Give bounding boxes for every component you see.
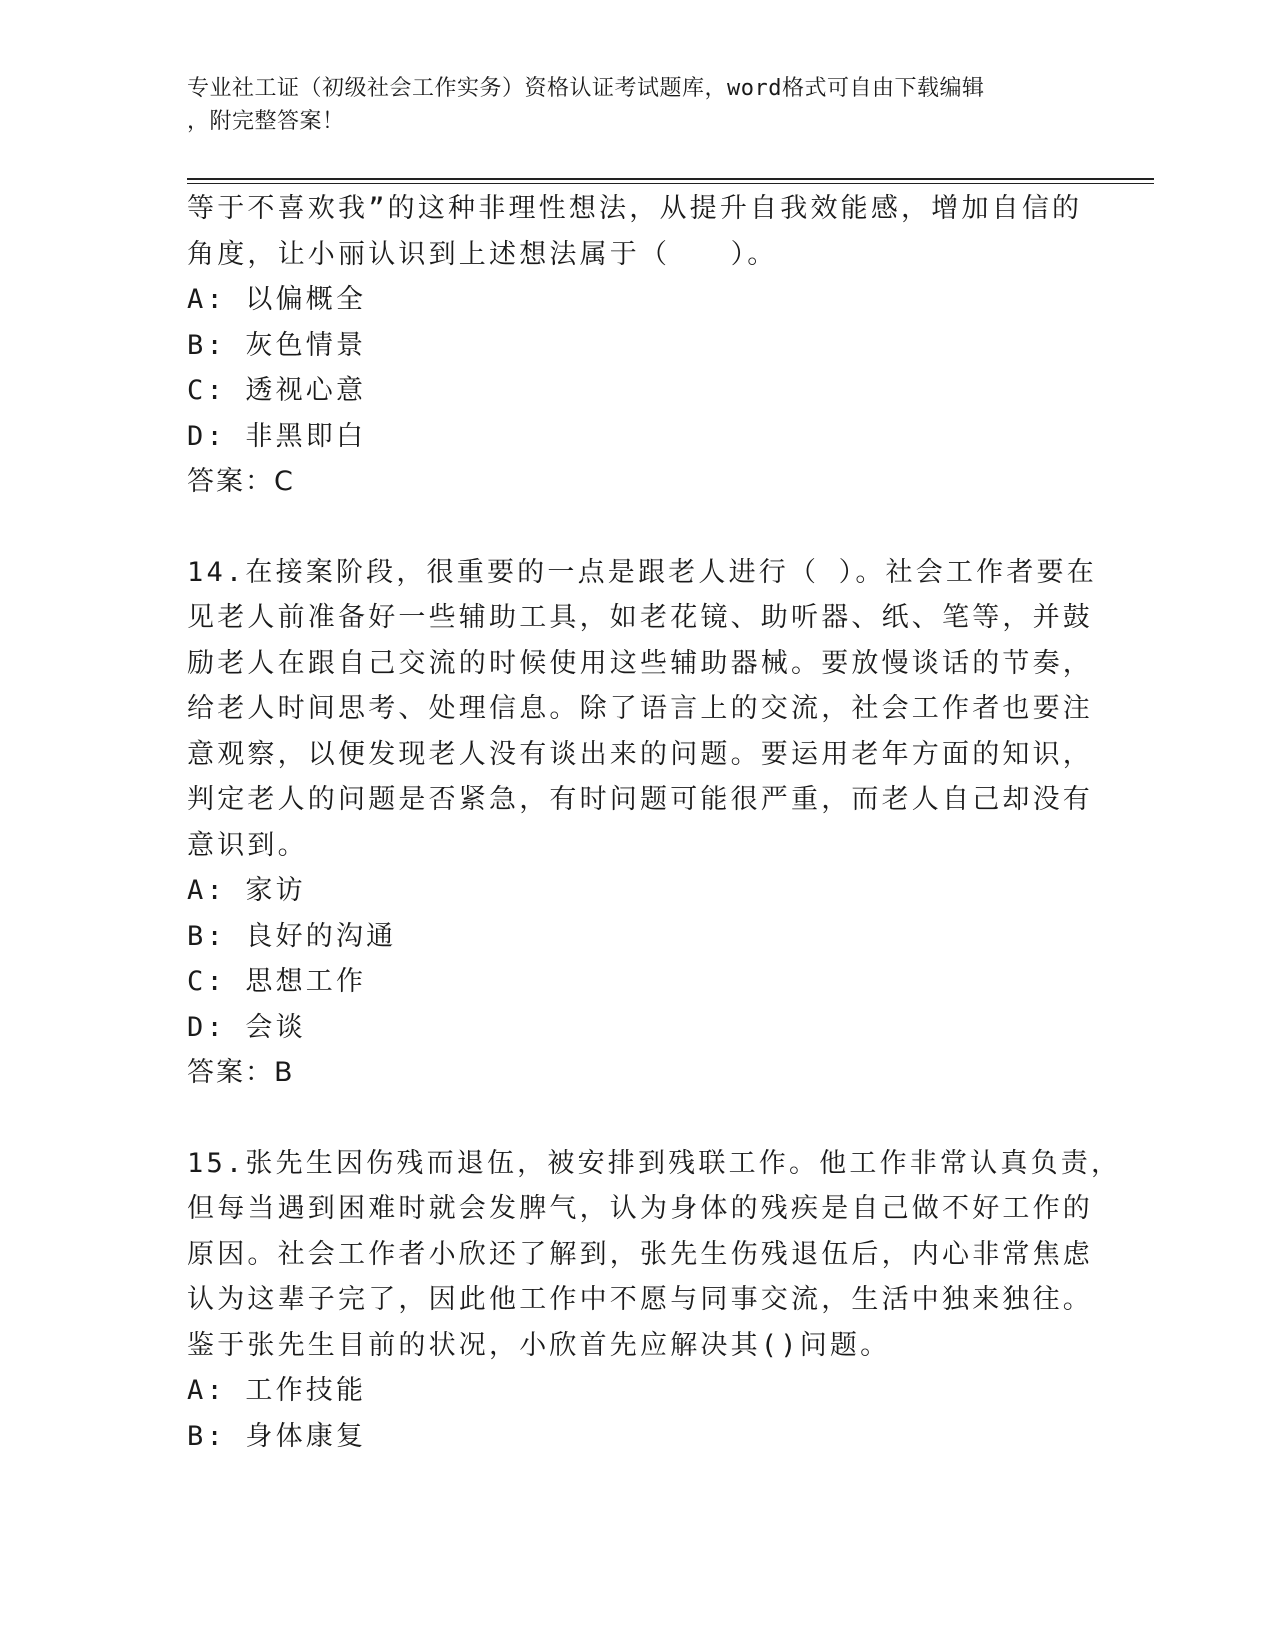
option-b: B: 灰色情景	[187, 329, 367, 361]
header-line-2: ，附完整答案！	[187, 109, 345, 134]
question-text-line: 见老人前准备好一些辅助工具，如老花镜、助听器、纸、笔等，并鼓	[187, 602, 1093, 633]
question-text-line: 意观察，以便发现老人没有谈出来的问题。要运用老年方面的知识，	[187, 738, 1093, 770]
option-a: A: 家访	[187, 875, 306, 906]
answer-label: 答案：B	[187, 1057, 295, 1088]
question-text-line: 角度，让小丽认识到上述想法属于（ ）。	[187, 238, 778, 270]
option-a: A: 以偏概全	[187, 284, 367, 315]
option-d: D: 会谈	[187, 1011, 306, 1043]
option-a: A: 工作技能	[187, 1375, 367, 1406]
question-content	[187, 186, 1122, 1459]
question-text-line: 15.张先生因伤残而退伍，被安排到残联工作。他工作非常认真负责，	[187, 1147, 1122, 1179]
question-text-line: 14.在接案阶段，很重要的一点是跟老人进行（ ）。社会工作者要在	[187, 556, 1097, 588]
option-b: B: 身体康复	[187, 1420, 367, 1452]
question-text-line: 但每当遇到困难时就会发脾气，认为身体的残疾是自己做不好工作的	[187, 1193, 1093, 1224]
question-text-line: 认为这辈子完了，因此他工作中不愿与同事交流，生活中独来独往。	[187, 1284, 1093, 1315]
question-13-continued	[187, 186, 1083, 505]
question-text-line: 鉴于张先生目前的状况，小欣首先应解决其()问题。	[187, 1329, 891, 1361]
question-text-line: 原因。社会工作者小欣还了解到，张先生伤残退伍后，内心非常焦虑	[187, 1238, 1093, 1270]
question-15	[187, 1141, 1122, 1460]
question-spacer	[187, 505, 1067, 550]
question-14	[187, 550, 1097, 1096]
header-divider-thick	[187, 178, 1154, 180]
option-d: D: 非黑即白	[187, 420, 367, 452]
header-line-1: 专业社工证（初级社会工作实务）资格认证考试题库，word格式可自由下载编辑	[187, 76, 985, 101]
option-b: B: 良好的沟通	[187, 920, 397, 952]
header-divider-thin	[187, 183, 1154, 184]
question-text-line: 判定老人的问题是否紧急，有时问题可能很严重，而老人自己却没有	[187, 784, 1093, 815]
option-c: C: 思想工作	[187, 966, 367, 997]
document-header	[187, 72, 1067, 138]
question-text-line: 给老人时间思考、处理信息。除了语言上的交流，社会工作者也要注	[187, 693, 1093, 724]
question-spacer	[187, 1096, 1067, 1141]
question-text-line: 励老人在跟自己交流的时候使用这些辅助器械。要放慢谈话的节奏，	[187, 647, 1093, 679]
answer-label: 答案：C	[187, 466, 295, 497]
question-text-line: 等于不喜欢我”的这种非理性想法，从提升自我效能感，增加自信的	[187, 193, 1083, 224]
option-c: C: 透视心意	[187, 375, 367, 406]
question-text-line: 意识到。	[187, 829, 308, 861]
